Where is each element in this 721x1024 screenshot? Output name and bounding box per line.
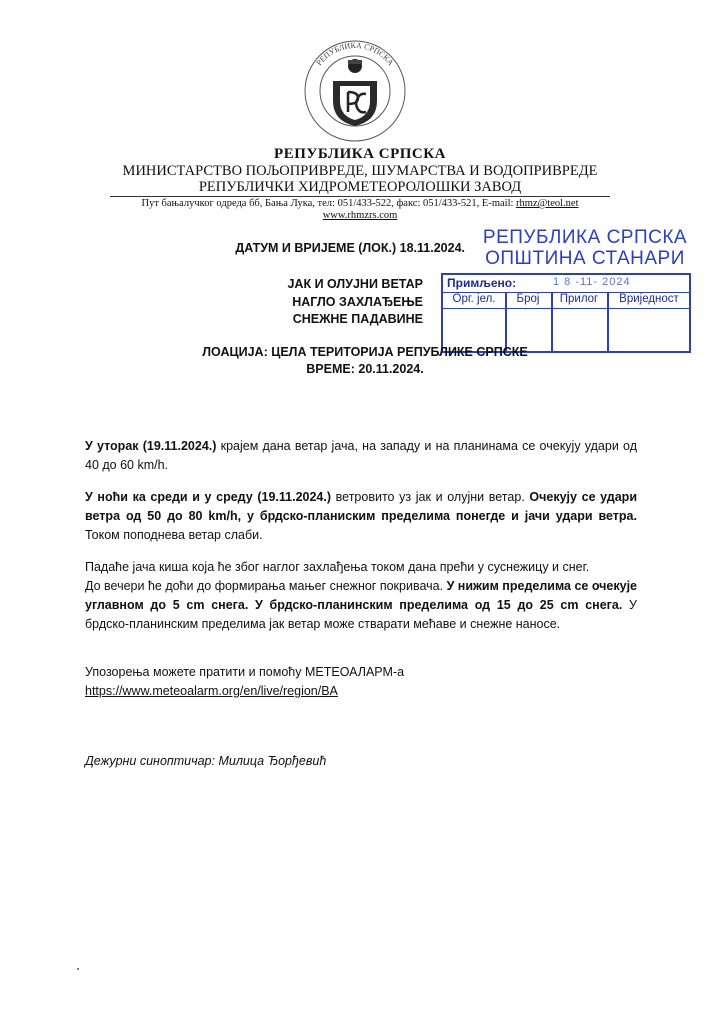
seal-text: РЕПУБЛИКА СРПСКА bbox=[314, 40, 396, 68]
meteoalarm-link[interactable]: https://www.meteoalarm.org/en/live/region/BA bbox=[85, 684, 338, 698]
date-time: ДАТУМ И ВРИЈЕМЕ (ЛОК.) 18.11.2024. bbox=[235, 241, 465, 255]
p3-text-1: Падаће јача киша која ће због наглог захлађења током дана прећи у суснежицу и снег. bbox=[85, 560, 590, 574]
stamp-divider bbox=[607, 292, 609, 351]
received-stamp-box bbox=[441, 273, 691, 353]
scan-speck bbox=[77, 968, 79, 970]
p1-text: крајем дана ветар јача, на западу и на планинама се очекују удари од 40 до 60 km/h. bbox=[85, 439, 637, 472]
warning-snow: СНЕЖНЕ ПАДАВИНЕ bbox=[292, 312, 423, 326]
stamp-line-1: РЕПУБЛИКА СРПСКА bbox=[482, 227, 688, 248]
forecaster-signature: Дежурни синоптичар: Милица Ђорђевић bbox=[85, 754, 327, 768]
stamp-columns-row bbox=[443, 292, 689, 309]
stamp-column-org: Орг. јел. bbox=[452, 293, 496, 305]
p2-bold-1: У ноћи ка среди и у среду (19.11.2024.) bbox=[85, 490, 332, 504]
stamp-received-label: Примљено: bbox=[447, 276, 517, 290]
stamp-column-value: Вриједност bbox=[619, 293, 679, 305]
stamp-line-2: ОПШТИНА СТАНАРИ bbox=[485, 248, 685, 269]
warning-cooling: НАГЛО ЗАХЛАЂЕЊЕ bbox=[292, 295, 423, 309]
paragraph-wednesday bbox=[85, 488, 637, 545]
contact-text: Пут бањалучког одреда бб, Бања Лука, тел: 051/433-522, факс: 051/433-521, E-mail: bbox=[141, 198, 517, 209]
email-link[interactable]: rhmz@teol.net bbox=[516, 198, 579, 209]
valid-time: ВРЕМЕ: 20.11.2024. bbox=[306, 362, 424, 376]
paragraph-snow bbox=[85, 558, 637, 634]
letterhead-contact bbox=[80, 198, 640, 209]
letterhead-ministry: МИНИСТАРСТВО ПОЉОПРИВРЕДЕ, ШУМАРСТВА И ВОДОПРИВРЕДЕ bbox=[122, 163, 598, 179]
paragraph-tuesday bbox=[85, 437, 637, 475]
p4-text: Упозорења можете пратити и помоћу МЕТЕОАЛАРМ-а bbox=[85, 665, 405, 679]
p3-bold: У нижим пределима се очекује углавном до 5 cm снега. У брдско-планинским пределима од 15 до 25 cm снега. bbox=[85, 579, 638, 612]
letterhead-republic: РЕПУБЛИКА СРПСКА bbox=[274, 146, 446, 162]
coat-of-arms-seal bbox=[300, 36, 410, 146]
location: ЛОАЦИЈА: ЦЕЛА ТЕРИТОРИЈА РЕПУБЛИКЕ СРПСКЕ bbox=[202, 345, 528, 359]
p2-text-2: Током поподнева ветар слаби. bbox=[85, 528, 263, 542]
stamp-divider bbox=[551, 292, 553, 351]
p2-bold-2: Очекују се удари ветра од 50 до 80 km/h, у брдско-планиским пределима понегде и јачи удари ветра. bbox=[85, 490, 638, 523]
website-link[interactable]: www.rhmzrs.com bbox=[322, 210, 398, 221]
stamp-received-row bbox=[443, 275, 689, 293]
p3-text-3: У брдско-планинским пределима јак ветар може стварати мећаве и снежне наносе. bbox=[85, 598, 637, 631]
p3-text-2: До вечери ће доћи до формирања мањег снежног покривача. bbox=[85, 579, 447, 593]
stamp-column-attachment: Прилог bbox=[559, 293, 599, 305]
p1-bold: У уторак (19.11.2024.) bbox=[85, 439, 217, 453]
letterhead-institute: РЕПУБЛИЧКИ ХИДРОМЕТЕОРОЛОШКИ ЗАВОД bbox=[198, 179, 522, 195]
letterhead-divider bbox=[110, 196, 610, 197]
p2-text-1: ветровито уз јак и олујни ветар. bbox=[331, 490, 530, 504]
stamp-column-number: Број bbox=[516, 293, 540, 305]
warning-wind: ЈАК И ОЛУЈНИ ВЕТАР bbox=[287, 277, 423, 291]
stamp-divider bbox=[505, 292, 507, 351]
stamp-received-date: 1 8 -11- 2024 bbox=[553, 276, 631, 288]
paragraph-meteoalarm bbox=[85, 663, 637, 701]
